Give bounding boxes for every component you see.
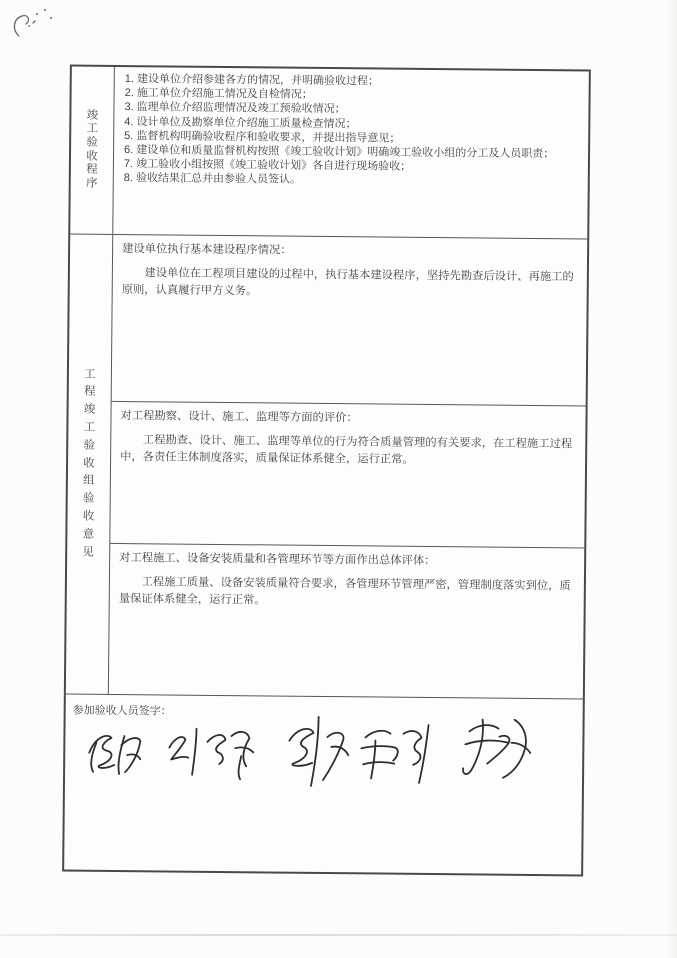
- row-header-label: 竣工验收程序: [85, 109, 99, 190]
- opinion-section-title: 建设单位执行基本建设程序情况：: [122, 243, 292, 257]
- signature-canvas: [64, 695, 585, 872]
- signature-3: [289, 717, 349, 787]
- row-acceptance-opinions: [66, 234, 587, 699]
- signature-5: [463, 719, 531, 778]
- procedure-step: 8. 验收结果汇总并由参验人员签认。: [123, 172, 302, 187]
- scan-artifact-line: [0, 934, 677, 936]
- row-header-label: 工程竣工验收组验收意见: [82, 368, 96, 559]
- signature-1: [89, 736, 140, 775]
- row-header-acceptance-opinions: [66, 235, 113, 694]
- pen-scribble-mark: [6, 4, 60, 52]
- opinion-section-evaluation: [110, 401, 585, 548]
- opinion-section-body: 工程施工质量、设备安装质量符合要求，各管理环节管理严密，管理制度落实到位，质量保证体系健全，运行正常。: [118, 576, 571, 607]
- signature-label: 参加验收人员签字：: [72, 704, 172, 718]
- row-completion-procedure: [70, 67, 589, 239]
- signature-2: [169, 729, 253, 780]
- procedure-step: 2. 施工单位介绍施工情况及自检情况；: [124, 87, 313, 102]
- opinion-section-body: 工程勘查、设计、施工、监理等单位的行为符合质量管理的有关要求，在工程施工过程中，各责任主体制度落实，质量保证体系健全，运行正常。: [120, 434, 573, 466]
- opinion-section-basic-procedure: [112, 235, 588, 406]
- row-header-completion-procedure: [70, 67, 115, 234]
- scan-edge-shadow: [663, 0, 677, 958]
- procedure-step: 5. 监督机构明确验收程序和验收要求，并提出指导意见；: [124, 129, 401, 145]
- opinion-sections: [109, 235, 587, 699]
- procedure-step: 4. 设计单位及勘察单位介绍施工质量检查情况；: [124, 115, 357, 130]
- procedure-step: 1. 建设单位介绍参建各方的情况，并明确验收过程；: [124, 73, 380, 88]
- acceptance-form-table: [62, 65, 591, 877]
- procedure-step: 6. 建设单位和质量监督机构按照《竣工验收计划》明确竣工验收小组的分工及人员职责；: [124, 144, 555, 161]
- opinion-section-body: 建设单位在工程项目建设的过程中，执行基本建设程序，坚持先勘查后设计、再施工的原则，认真履行甲方义务。: [121, 267, 574, 298]
- procedure-step-list: [114, 67, 589, 190]
- procedure-step: 3. 监理单位介绍监理情况及竣工预验收情况；: [124, 101, 346, 116]
- opinion-section-title: 对工程施工、设备安装质量和各管理环节等方面作出总体评体：: [119, 552, 436, 568]
- procedure-content-cell: [113, 67, 589, 239]
- signature-4: [361, 724, 429, 783]
- procedure-step: 7. 竣工验收小组按照《竣工验收计划》各自进行现场验收；: [123, 158, 412, 174]
- opinion-section-overall: [109, 543, 584, 699]
- row-signatures: [64, 694, 583, 873]
- opinion-section-title: 对工程勘察、设计、施工、监理等方面的评价：: [120, 410, 358, 425]
